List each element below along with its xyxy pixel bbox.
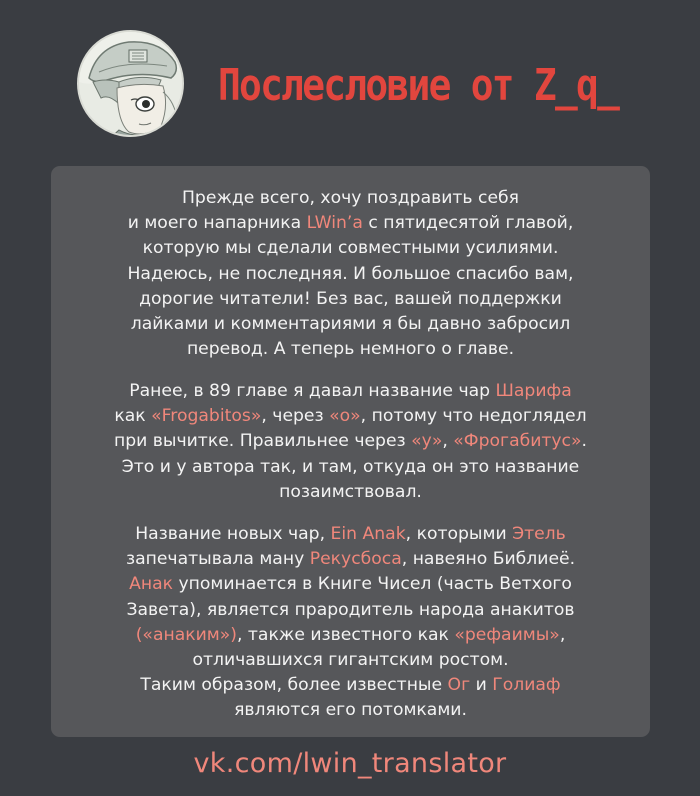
- text-line: [51, 429, 650, 454]
- text-segment: при вычитке. Правильнее через: [114, 431, 412, 452]
- highlighted-term: «у»: [411, 431, 443, 452]
- text-segment: Надеюсь, не последняя. И большое спасибо вам,: [127, 263, 574, 284]
- text-line: [51, 673, 650, 698]
- highlighted-term: «Фрогабитус»: [453, 431, 582, 452]
- text-segment: с пятидесятой главой,: [362, 213, 574, 234]
- text-segment: лайками и комментариями я бы давно забросил: [130, 314, 571, 335]
- paragraph-ein-anak: [51, 522, 650, 724]
- text-line: [51, 648, 650, 673]
- text-line: [51, 186, 650, 211]
- text-segment: Таким образом, более известные: [140, 675, 448, 696]
- text-line: [51, 547, 650, 572]
- text-segment: и: [470, 675, 493, 696]
- highlighted-term: Ог: [447, 675, 471, 696]
- highlighted-term: («анаким»): [135, 624, 237, 645]
- text-line: [51, 522, 650, 547]
- afterword-card: [51, 166, 650, 737]
- translator-link[interactable]: vk.com/lwin_translator: [193, 748, 507, 779]
- text-segment: Название новых чар,: [135, 524, 331, 544]
- text-segment: являются его потомками.: [234, 700, 467, 721]
- avatar: [77, 30, 184, 137]
- text-segment: которую мы сделали совместными усилиями.: [142, 238, 559, 259]
- text-segment: дорогие читатели! Без вас, вашей поддержки: [139, 288, 562, 309]
- text-line: [51, 572, 650, 597]
- text-segment: , также известного как: [236, 624, 455, 645]
- highlighted-term: Ein Anak: [330, 524, 406, 544]
- text-segment: упоминается в Книге Чисел (часть Ветхого: [173, 574, 572, 595]
- text-segment: Это и у автора так, и там, откуда он это название: [121, 456, 580, 477]
- text-segment: перевод. А теперь немного о главе.: [186, 339, 515, 360]
- page-title: Послесловие от Z_q_: [218, 60, 619, 111]
- text-line: [51, 455, 650, 480]
- text-line: [51, 379, 650, 404]
- text-segment: Ранее, в 89 главе я давал название чар: [129, 381, 496, 401]
- text-segment: , которыми: [405, 524, 513, 544]
- text-line: [51, 236, 650, 261]
- text-segment: .: [581, 431, 587, 452]
- text-line: [51, 598, 650, 623]
- text-segment: и моего напарника: [127, 213, 307, 234]
- text-segment: как: [114, 406, 152, 427]
- text-segment: Прежде всего, хочу поздравить себя: [181, 188, 519, 208]
- text-segment: , через: [261, 406, 330, 427]
- highlighted-term: «Frogabitos»: [151, 406, 262, 427]
- highlighted-term: LWin’a: [306, 213, 363, 234]
- highlighted-term: Анак: [129, 574, 174, 595]
- text-line: [51, 698, 650, 723]
- text-line: [51, 404, 650, 429]
- text-segment: позаимствовал.: [279, 481, 422, 502]
- highlighted-term: Рекусбоса: [309, 549, 402, 570]
- text-segment: запечатывала ману: [125, 549, 310, 570]
- highlighted-term: «о»: [329, 406, 361, 427]
- highlighted-term: «рефаимы»: [454, 624, 560, 645]
- highlighted-term: Голиаф: [492, 675, 561, 696]
- text-segment: отличавшихся гигантским ростом.: [192, 650, 509, 671]
- text-line: [51, 262, 650, 287]
- text-line: [51, 211, 650, 236]
- highlighted-term: Этель: [512, 524, 566, 544]
- text-segment: Завета), является прародитель народа анакитов: [126, 599, 575, 620]
- highlighted-term: Шарифа: [495, 381, 572, 401]
- paragraph-intro: [51, 186, 650, 362]
- text-line: [51, 480, 650, 505]
- text-line: [51, 312, 650, 337]
- paragraph-spell-name-fix: [51, 379, 650, 505]
- avatar-illustration: [79, 32, 184, 137]
- text-line: [51, 337, 650, 362]
- text-line: [51, 623, 650, 648]
- text-segment: , потому что недоглядел: [360, 406, 587, 427]
- text-segment: ,: [559, 624, 566, 645]
- text-segment: ,: [442, 431, 454, 452]
- text-segment: , навеяно Библиеё.: [401, 549, 576, 570]
- text-line: [51, 287, 650, 312]
